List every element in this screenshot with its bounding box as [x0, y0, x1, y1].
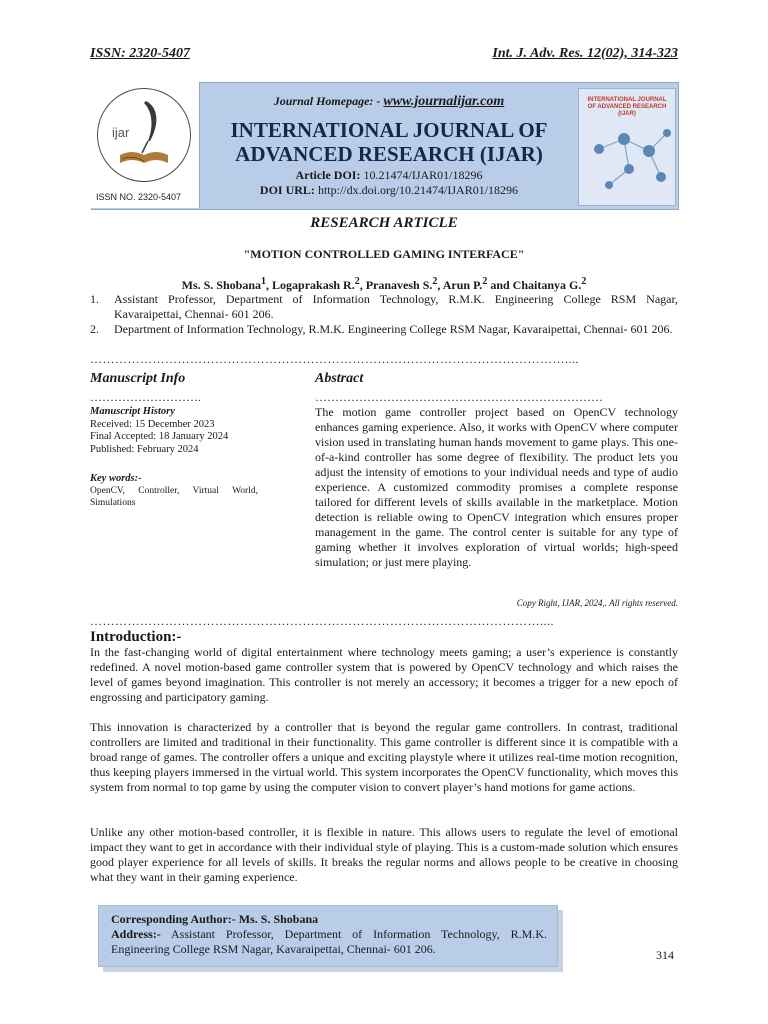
divider-bottom: ………………………………………………………………………………………………....: [90, 614, 554, 628]
manuscript-divider: ……………………….: [90, 390, 201, 404]
molecule-icon: [579, 89, 675, 205]
divider-top: ……………………………………………………………………………………………………....: [90, 352, 579, 366]
author-separator: ,: [437, 278, 443, 292]
received-date: Received: 15 December 2023: [90, 418, 215, 430]
running-header-issn: ISSN: 2320-5407: [90, 46, 190, 61]
corresponding-author-text: [111, 912, 547, 957]
homepage-label: Journal Homepage: -: [273, 94, 381, 108]
author-4: Arun P.: [442, 278, 483, 292]
keywords-label: Key words:-: [90, 473, 142, 484]
author-2-affil: 2: [354, 276, 360, 287]
author-5-affil: 2: [581, 276, 587, 287]
doi-url-link[interactable]: http://dx.doi.org/10.21474/IJAR01/18296: [317, 183, 519, 197]
affiliation-2: [90, 322, 678, 337]
manuscript-info-heading: Manuscript Info: [90, 371, 186, 386]
homepage-link[interactable]: www.journalijar.com: [383, 94, 505, 109]
author-3-affil: 2: [432, 276, 438, 287]
cover-title: INTERNATIONAL JOURNAL OF ADVANCED RESEARCH (IJAR): [587, 97, 667, 117]
affiliation-2-number: 2.: [90, 322, 99, 336]
abstract-divider: ………………………………………………………………: [315, 390, 603, 404]
accepted-date: Final Accepted: 18 January 2024: [90, 431, 229, 442]
copyright-notice: Copy Right, IJAR, 2024,. All rights reserved.: [516, 598, 678, 608]
paper-title: "MOTION CONTROLLED GAMING INTERFACE": [243, 247, 525, 261]
logo-issn: ISSN NO. 2320-5407: [96, 192, 182, 202]
logo-wordmark: ijar: [112, 125, 130, 140]
author-4-affil: 2: [482, 276, 488, 287]
author-list: [90, 276, 678, 293]
doi-url-label: DOI URL:: [259, 183, 315, 197]
affiliation-1-number: 1.: [90, 292, 99, 306]
abstract-heading: Abstract: [315, 371, 364, 386]
published-date: Published: February 2024: [90, 443, 199, 455]
keywords-list: OpenCV, Controller, Virtual World, Simulations: [90, 486, 258, 508]
author-separator: ,: [359, 278, 366, 292]
intro-paragraph-3: Unlike any other motion-based controller, it is flexible in nature. This allows users to regulate the level of emotional impact they want to get in accordance with their individual style of playing. This is a custom-made solution which ensures good player experience for all levels of skills. It breaks the regular norms and allows people to be creative in choosing what they want in their gaming experience.: [90, 825, 678, 884]
doi-block: [200, 168, 578, 198]
journal-title-line2: ADVANCED RESEARCH (IJAR): [235, 142, 543, 166]
journal-cover-thumbnail: [578, 88, 676, 206]
page-number: 314: [656, 948, 674, 962]
corresponding-author-label: Corresponding Author:- Ms. S. Shobana: [111, 912, 319, 926]
introduction-heading: Introduction:-: [90, 629, 182, 645]
manuscript-history: [90, 406, 270, 456]
journal-homepage: [200, 94, 578, 110]
corresponding-author-box: [98, 905, 558, 967]
address-label: Address:-: [111, 927, 161, 941]
author-and: and: [487, 278, 513, 292]
intro-paragraph-2: This innovation is characterized by a controller that is beyond the regular game controllers. In contrast, traditional controllers are limited and traditional in their functionality. This game controller is different since it is compatible with a broad range of games. The controller offers a unique and exciting playstyle where it utilizes real-time motion recognition, thus keeping players immersed in the virtual world. This system incorporates the OpenCV functionality, which moves this system from normal to top game by using the computer vision to convert player’s hand motions for game actions.: [90, 720, 678, 794]
history-label: Manuscript History: [90, 406, 175, 417]
journal-title-line1: INTERNATIONAL JOURNAL OF: [230, 118, 548, 142]
running-header-citation: Int. J. Adv. Res. 12(02), 314-323: [492, 46, 678, 61]
doi-label: Article DOI:: [295, 168, 361, 182]
affiliation-1: [90, 292, 678, 322]
affiliation-1-text: Assistant Professor, Department of Information Technology, R.M.K. Engineering College RSM Nagar, Kavaraipettai, Chennai- 601 206.: [114, 292, 678, 321]
author-2: Logaprakash R.: [272, 278, 355, 292]
author-1: Ms. S. Shobana: [181, 278, 262, 292]
affiliation-2-text: Department of Information Technology, R.M.K. Engineering College RSM Nagar, Kavaraipettai, Chennai- 601 206.: [114, 322, 673, 336]
author-5: Chaitanya G.: [512, 278, 582, 292]
intro-paragraph-1: In the fast-changing world of digital entertainment where technology meets gaming; a user’s experience is constantly redefined. A novel motion-based game controller system that is powered by OpenCV technology and which raises the level of games beyond imagination. This controller is not merely an accessory; it becomes a trigger for a new epoch of engrossing and participatory gaming.: [90, 645, 678, 704]
author-separator: ,: [266, 278, 273, 292]
abstract-text: The motion game controller project based on OpenCV technology enhances gaming experience. Also, it works with OpenCV where computer vision used in translating human hands movement to game plays. This one-of-a-kind controller has some degree of flexibility. The product lets you adjust the intensity of emotions to your individual needs and type of audio experience. A customized commodity promises a complete response tailored for different levels of skills available in the marketplace. Motion detection is reliable owing to OpenCV integration which ensures proper management in the game. The control center is suitable for any type of gaming whether it involves exploration of virtual worlds; high-speed simulation; or just mere playing.: [315, 405, 678, 569]
author-3: Pranavesh S.: [365, 278, 433, 292]
keywords-block: [90, 473, 258, 509]
journal-title: [200, 118, 578, 166]
corresponding-address: Assistant Professor, Department of Information Technology, R.M.K. Engineering College RSM Nagar, Kavaraipettai, Chennai- 601 206.: [111, 927, 547, 956]
doi-value: 10.21474/IJAR01/18296: [363, 168, 483, 182]
article-type: RESEARCH ARTICLE: [310, 215, 458, 231]
author-1-affil: 1: [261, 276, 267, 287]
